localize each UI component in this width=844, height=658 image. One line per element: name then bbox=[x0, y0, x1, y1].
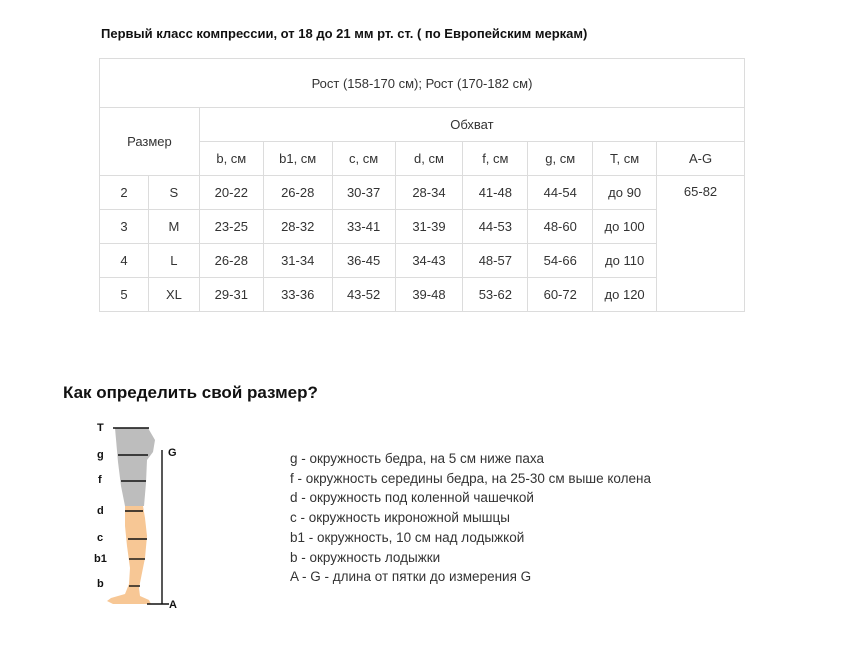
table-row bbox=[100, 278, 745, 312]
table-cell: 28-32 bbox=[263, 210, 332, 244]
column-header: g, см bbox=[528, 142, 593, 176]
table-cell: 34-43 bbox=[395, 244, 463, 278]
table-cell: 60-72 bbox=[528, 278, 593, 312]
table-cell: до 100 bbox=[593, 210, 657, 244]
column-header: b, см bbox=[199, 142, 263, 176]
table-cell: 41-48 bbox=[463, 176, 528, 210]
table-cell: 31-39 bbox=[395, 210, 463, 244]
table-cell: 39-48 bbox=[395, 278, 463, 312]
leg-measurement-diagram bbox=[85, 418, 195, 618]
table-cell: до 90 bbox=[593, 176, 657, 210]
size-header: Размер bbox=[100, 108, 200, 176]
table-cell: 23-25 bbox=[199, 210, 263, 244]
legend-item: f - окружность середины бедра, на 25-30 см выше колена bbox=[290, 470, 651, 486]
table-cell: 43-52 bbox=[332, 278, 395, 312]
height-range-cell: Рост (158-170 см); Рост (170-182 см) bbox=[100, 59, 745, 108]
size-number: 3 bbox=[100, 210, 149, 244]
leg-shape bbox=[107, 506, 151, 604]
table-cell: 33-36 bbox=[263, 278, 332, 312]
table-cell: 26-28 bbox=[199, 244, 263, 278]
label-d: d bbox=[97, 505, 104, 517]
label-b1: b1 bbox=[94, 553, 107, 565]
column-header: c, см bbox=[332, 142, 395, 176]
size-number: 4 bbox=[100, 244, 149, 278]
size-letter: L bbox=[148, 244, 199, 278]
label-b: b bbox=[97, 578, 104, 590]
column-header: d, см bbox=[395, 142, 463, 176]
column-header: A-G bbox=[657, 142, 745, 176]
table-cell: 26-28 bbox=[263, 176, 332, 210]
table-row bbox=[100, 176, 745, 210]
label-f: f bbox=[98, 474, 102, 486]
table-cell: 48-57 bbox=[463, 244, 528, 278]
section-heading: Как определить свой размер? bbox=[63, 383, 318, 402]
label-c: c bbox=[97, 532, 104, 544]
measurement-legend bbox=[290, 449, 651, 587]
size-letter: M bbox=[148, 210, 199, 244]
legend-item: c - окружность икроножной мышцы bbox=[290, 510, 510, 526]
legend-item: b1 - окружность, 10 см над лодыжкой bbox=[290, 529, 525, 545]
table-cell: 30-37 bbox=[332, 176, 395, 210]
table-cell: 44-54 bbox=[528, 176, 593, 210]
size-table bbox=[99, 58, 745, 312]
table-cell: 53-62 bbox=[463, 278, 528, 312]
ag-value-cell: 65-82 bbox=[657, 176, 745, 312]
legend-item: g - окружность бедра, на 5 см ниже паха bbox=[290, 451, 545, 466]
table-cell: 29-31 bbox=[199, 278, 263, 312]
label-A: A bbox=[169, 599, 177, 611]
legend-item: b - окружность лодыжки bbox=[290, 549, 441, 565]
size-letter: S bbox=[148, 176, 199, 210]
legend-item: d - окружность под коленной чашечкой bbox=[290, 490, 534, 506]
table-cell: 28-34 bbox=[395, 176, 463, 210]
column-header: f, см bbox=[463, 142, 528, 176]
label-g: g bbox=[97, 449, 104, 461]
table-row bbox=[100, 244, 745, 278]
label-G: G bbox=[168, 447, 177, 459]
thigh-shape bbox=[115, 428, 155, 506]
table-cell: 36-45 bbox=[332, 244, 395, 278]
table-cell: 48-60 bbox=[528, 210, 593, 244]
size-number: 2 bbox=[100, 176, 149, 210]
table-cell: 54-66 bbox=[528, 244, 593, 278]
table-cell: 31-34 bbox=[263, 244, 332, 278]
girth-header: Обхват bbox=[199, 108, 744, 142]
table-row bbox=[100, 210, 745, 244]
table-cell: до 120 bbox=[593, 278, 657, 312]
size-number: 5 bbox=[100, 278, 149, 312]
column-header: b1, см bbox=[263, 142, 332, 176]
size-letter: XL bbox=[148, 278, 199, 312]
label-T: T bbox=[97, 422, 104, 434]
legend-item: A - G - длина от пятки до измерения G bbox=[290, 569, 532, 585]
table-cell: 44-53 bbox=[463, 210, 528, 244]
table-cell: 33-41 bbox=[332, 210, 395, 244]
table-cell: 20-22 bbox=[199, 176, 263, 210]
column-header: T, см bbox=[593, 142, 657, 176]
table-title: Первый класс компрессии, от 18 до 21 мм рт. ст. ( по Европейским меркам) bbox=[101, 26, 588, 41]
table-cell: до 110 bbox=[593, 244, 657, 278]
